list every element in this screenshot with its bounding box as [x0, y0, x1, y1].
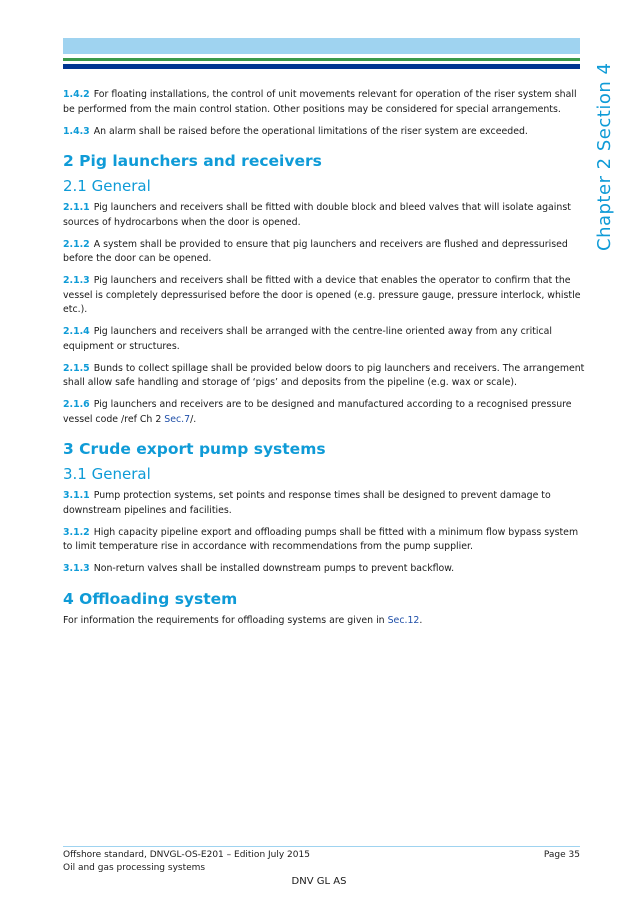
- paragraph-text: High capacity pipeline export and offloading pumps shall be fitted with a minimum flow bypass system to limit temperature rise in accordance with recommendations from the pump supplier.: [63, 526, 579, 552]
- footer-standard-line: Offshore standard, DNVGL-OS-E201 – Edition July 2015: [63, 850, 310, 860]
- subsection-heading: 3.1 General: [63, 465, 151, 483]
- company-name: DNV GL AS: [291, 876, 347, 887]
- paragraph-number: 2.1.6: [63, 399, 90, 410]
- paragraph-number: 2.1.1: [63, 202, 90, 213]
- paragraph: [63, 398, 585, 427]
- paragraph-number: 1.4.2: [63, 89, 90, 100]
- paragraph-number: 3.1.1: [63, 490, 90, 501]
- paragraph: [63, 526, 585, 555]
- paragraph: [63, 362, 585, 391]
- paragraph-number: 2.1.4: [63, 326, 90, 337]
- paragraph-text: Bunds to collect spillage shall be provided below doors to pig launchers and receivers. The arrangement shall allow safe handling and storage of ‘pigs’ and deposits from the pipeline (e.g. wax or scale).: [63, 362, 585, 388]
- paragraph-text: Pig launchers and receivers shall be fitted with double block and bleed valves that will isolate against sources of hydrocarbons when the door is opened.: [63, 202, 571, 228]
- header-rule-blue: [63, 64, 580, 69]
- paragraph: [63, 562, 585, 577]
- document-body: [63, 88, 585, 636]
- paragraph-number: 2.1.5: [63, 362, 90, 374]
- paragraph-number: 3.1.3: [63, 563, 90, 574]
- paragraph: [63, 88, 585, 117]
- section-heading: 3 Crude export pump systems: [63, 440, 326, 458]
- paragraph-text: For floating installations, the control of unit movements relevant for operation of the riser system shall be performed from the main control station. Other positions may be considered for special arrangements.: [63, 89, 577, 115]
- paragraph-text: For information the requirements for offloading systems are given in: [63, 614, 388, 626]
- paragraph-number: 3.1.2: [63, 526, 90, 538]
- paragraph-number: 2.1.3: [63, 275, 90, 286]
- paragraph-text: A system shall be provided to ensure that pig launchers and receivers are flushed and depressurised before the door can be opened.: [63, 238, 568, 264]
- paragraph-text: Pump protection systems, set points and response times shall be designed to prevent damage to downstream pipelines and facilities.: [63, 490, 551, 516]
- chapter-section-label: [594, 62, 634, 272]
- header-rule-green: [63, 58, 580, 61]
- paragraph: [63, 489, 585, 518]
- paragraph-text: Pig launchers and receivers are to be designed and manufactured according to a recognised pressure vessel code /ref Ch 2: [63, 399, 572, 425]
- subsection-heading: 2.1 General: [63, 177, 151, 195]
- paragraph-text: /.: [190, 413, 197, 425]
- section-heading: 4 Offloading system: [63, 589, 238, 608]
- paragraph: [63, 238, 585, 267]
- footer: [63, 849, 580, 874]
- paragraph: [63, 125, 585, 140]
- paragraph-text: .: [419, 614, 423, 626]
- paragraph-number: 1.4.3: [63, 125, 90, 137]
- paragraph: [63, 201, 585, 230]
- paragraph-text: Non-return valves shall be installed downstream pumps to prevent backflow.: [93, 563, 455, 574]
- page-number: Page 35: [543, 850, 580, 860]
- paragraph: [63, 614, 585, 629]
- cross-reference-link[interactable]: Sec.7: [164, 413, 191, 425]
- section-heading: 2 Pig launchers and receivers: [63, 152, 322, 170]
- chapter-section-text: Chapter 2 Section 4: [594, 62, 615, 251]
- paragraph-text: Pig launchers and receivers shall be arranged with the centre-line oriented away from any critical equipment or structures.: [63, 326, 553, 352]
- cross-reference-link[interactable]: Sec.12: [387, 614, 420, 626]
- footer-title-line: Oil and gas processing systems: [63, 862, 206, 873]
- header-band: [63, 38, 580, 54]
- footer-rule: [63, 846, 580, 847]
- paragraph: [63, 325, 585, 354]
- paragraph-text: Pig launchers and receivers shall be fitted with a device that enables the operator to confirm that the vessel is completely depressurised before the door is opened (e.g. pressure gauge, pressure interlock, whistle etc.).: [63, 275, 581, 315]
- paragraph-number: 2.1.2: [63, 238, 90, 250]
- paragraph-text: An alarm shall be raised before the operational limitations of the riser system are exceeded.: [93, 125, 528, 137]
- paragraph: [63, 274, 585, 318]
